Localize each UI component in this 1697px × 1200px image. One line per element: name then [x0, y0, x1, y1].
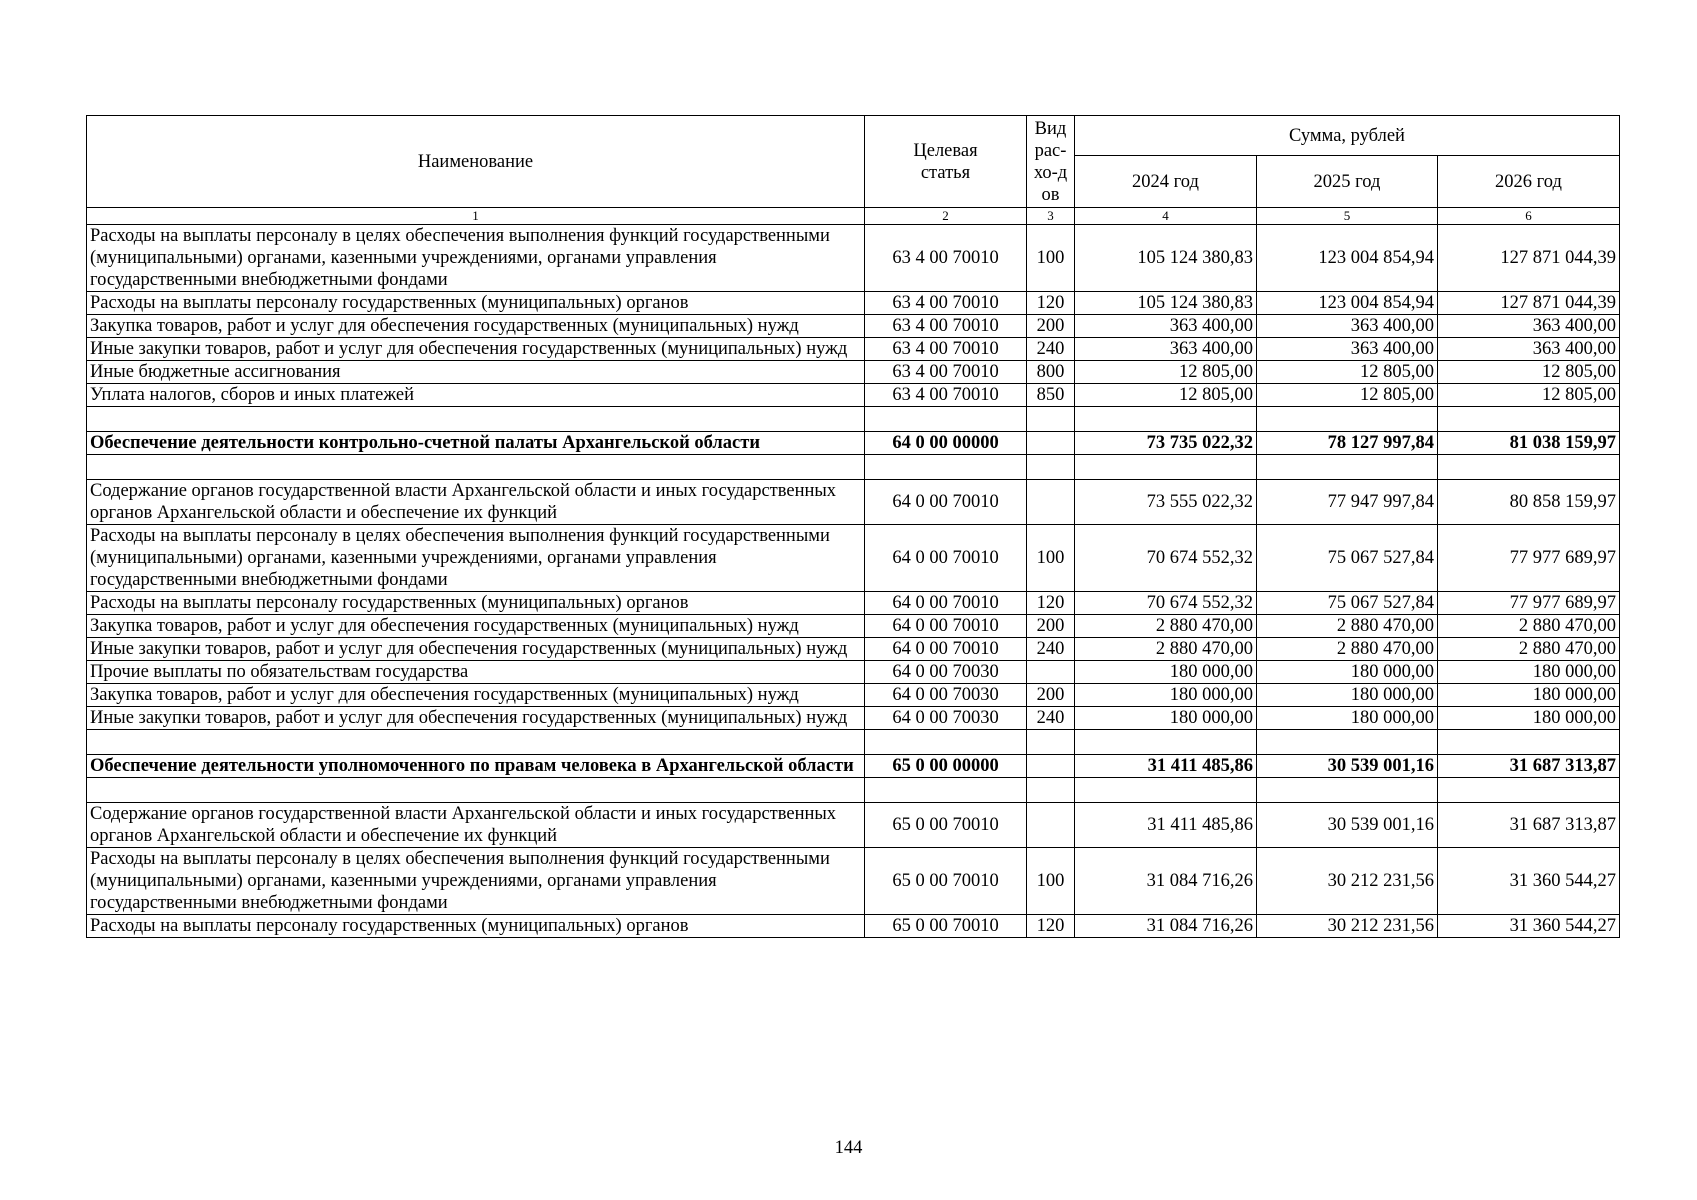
header-year-2026: 2026 год — [1438, 156, 1620, 208]
cell-sum-2024: 2 880 470,00 — [1075, 615, 1257, 638]
cell-name: Расходы на выплаты персоналу в целях обеспечения выполнения функций государственными (муниципальными) органами, казенными учреждениями, органами управления государственными внебюджетными фондами — [87, 225, 865, 292]
cell-sum-2026: 80 858 159,97 — [1438, 480, 1620, 525]
cell-sum-2024: 73 735 022,32 — [1075, 432, 1257, 455]
header-target-article: Целевая статья — [865, 116, 1027, 208]
cell-expense-type: 240 — [1027, 638, 1075, 661]
page-number: 144 — [834, 1138, 863, 1158]
cell-expense-type: 100 — [1027, 225, 1075, 292]
cell-expense-type: 200 — [1027, 315, 1075, 338]
cell-expense-type: 200 — [1027, 684, 1075, 707]
cell-name: Расходы на выплаты персоналу в целях обеспечения выполнения функций государственными (муниципальными) органами, казенными учреждениями, органами управления государственными внебюджетными фондами — [87, 525, 865, 592]
cell-sum-2026: 77 977 689,97 — [1438, 592, 1620, 615]
cell-sum-2024: 70 674 552,32 — [1075, 592, 1257, 615]
cell-sum-2025: 30 539 001,16 — [1257, 803, 1438, 848]
cell-expense-type: 100 — [1027, 848, 1075, 915]
cell-sum-2026: 180 000,00 — [1438, 707, 1620, 730]
cell-target-article: 64 0 00 00000 — [865, 432, 1027, 455]
cell-sum-2025: 30 212 231,56 — [1257, 915, 1438, 938]
cell-sum-2025: 2 880 470,00 — [1257, 615, 1438, 638]
cell-target-article — [865, 407, 1027, 432]
cell-target-article: 64 0 00 70030 — [865, 684, 1027, 707]
cell-sum-2024: 105 124 380,83 — [1075, 225, 1257, 292]
cell-expense-type: 100 — [1027, 525, 1075, 592]
cell-target-article — [865, 778, 1027, 803]
column-index: 4 — [1075, 208, 1257, 225]
cell-name: Иные закупки товаров, работ и услуг для обеспечения государственных (муниципальных) нужд — [87, 338, 865, 361]
header-year-2024: 2024 год — [1075, 156, 1257, 208]
cell-target-article: 63 4 00 70010 — [865, 338, 1027, 361]
cell-target-article: 65 0 00 70010 — [865, 848, 1027, 915]
cell-sum-2024 — [1075, 407, 1257, 432]
header-expense-type: Вид рас-хо-дов — [1027, 116, 1075, 208]
cell-sum-2024: 180 000,00 — [1075, 707, 1257, 730]
cell-target-article: 64 0 00 70010 — [865, 480, 1027, 525]
cell-sum-2024: 70 674 552,32 — [1075, 525, 1257, 592]
cell-sum-2024: 12 805,00 — [1075, 361, 1257, 384]
cell-expense-type — [1027, 778, 1075, 803]
budget-table — [86, 115, 1620, 938]
table-row — [87, 684, 1620, 707]
cell-sum-2024: 2 880 470,00 — [1075, 638, 1257, 661]
table-row — [87, 338, 1620, 361]
cell-sum-2026: 31 360 544,27 — [1438, 915, 1620, 938]
table-row — [87, 915, 1620, 938]
cell-sum-2026: 81 038 159,97 — [1438, 432, 1620, 455]
cell-name: Расходы на выплаты персоналу государственных (муниципальных) органов — [87, 915, 865, 938]
cell-sum-2026: 180 000,00 — [1438, 684, 1620, 707]
cell-target-article: 64 0 00 70010 — [865, 525, 1027, 592]
cell-name: Расходы на выплаты персоналу в целях обеспечения выполнения функций государственными (муниципальными) органами, казенными учреждениями, органами управления государственными внебюджетными фондами — [87, 848, 865, 915]
cell-name — [87, 730, 865, 755]
cell-sum-2024: 31 411 485,86 — [1075, 803, 1257, 848]
table-row — [87, 361, 1620, 384]
cell-sum-2024: 180 000,00 — [1075, 684, 1257, 707]
cell-name — [87, 455, 865, 480]
cell-target-article: 63 4 00 70010 — [865, 225, 1027, 292]
cell-sum-2025: 363 400,00 — [1257, 315, 1438, 338]
cell-sum-2024: 73 555 022,32 — [1075, 480, 1257, 525]
cell-sum-2026: 180 000,00 — [1438, 661, 1620, 684]
cell-expense-type — [1027, 432, 1075, 455]
cell-sum-2026: 12 805,00 — [1438, 384, 1620, 407]
cell-sum-2026: 31 687 313,87 — [1438, 803, 1620, 848]
cell-sum-2025: 30 212 231,56 — [1257, 848, 1438, 915]
cell-sum-2025: 180 000,00 — [1257, 707, 1438, 730]
cell-sum-2025: 123 004 854,94 — [1257, 225, 1438, 292]
cell-sum-2025: 180 000,00 — [1257, 661, 1438, 684]
cell-sum-2024: 31 084 716,26 — [1075, 915, 1257, 938]
cell-name: Содержание органов государственной власти Архангельской области и иных государственных органов Архангельской области и обеспечение их функций — [87, 803, 865, 848]
cell-sum-2025 — [1257, 730, 1438, 755]
table-row — [87, 661, 1620, 684]
cell-target-article: 64 0 00 70010 — [865, 638, 1027, 661]
cell-sum-2026: 127 871 044,39 — [1438, 225, 1620, 292]
cell-sum-2025: 2 880 470,00 — [1257, 638, 1438, 661]
header-sum: Сумма, рублей — [1075, 116, 1620, 156]
cell-expense-type: 850 — [1027, 384, 1075, 407]
column-index: 6 — [1438, 208, 1620, 225]
cell-expense-type: 240 — [1027, 338, 1075, 361]
table-row — [87, 803, 1620, 848]
table-row — [87, 480, 1620, 525]
cell-sum-2024: 31 084 716,26 — [1075, 848, 1257, 915]
table-row — [87, 615, 1620, 638]
cell-target-article — [865, 730, 1027, 755]
table-row — [87, 292, 1620, 315]
column-index: 3 — [1027, 208, 1075, 225]
cell-sum-2025: 123 004 854,94 — [1257, 292, 1438, 315]
spacer-row — [87, 730, 1620, 755]
column-index: 2 — [865, 208, 1027, 225]
cell-sum-2026: 2 880 470,00 — [1438, 615, 1620, 638]
cell-expense-type: 120 — [1027, 292, 1075, 315]
cell-sum-2025: 30 539 001,16 — [1257, 755, 1438, 778]
cell-name — [87, 778, 865, 803]
cell-sum-2025: 12 805,00 — [1257, 361, 1438, 384]
cell-name: Иные закупки товаров, работ и услуг для обеспечения государственных (муниципальных) нужд — [87, 707, 865, 730]
cell-target-article: 65 0 00 70010 — [865, 803, 1027, 848]
cell-target-article: 63 4 00 70010 — [865, 292, 1027, 315]
cell-sum-2024: 12 805,00 — [1075, 384, 1257, 407]
cell-name: Содержание органов государственной власти Архангельской области и иных государственных органов Архангельской области и обеспечение их функций — [87, 480, 865, 525]
cell-expense-type — [1027, 455, 1075, 480]
cell-name — [87, 407, 865, 432]
cell-name: Расходы на выплаты персоналу государственных (муниципальных) органов — [87, 592, 865, 615]
section-total-row — [87, 755, 1620, 778]
spacer-row — [87, 407, 1620, 432]
cell-sum-2024: 363 400,00 — [1075, 315, 1257, 338]
cell-sum-2026: 127 871 044,39 — [1438, 292, 1620, 315]
cell-sum-2024: 180 000,00 — [1075, 661, 1257, 684]
section-total-row — [87, 432, 1620, 455]
cell-name: Уплата налогов, сборов и иных платежей — [87, 384, 865, 407]
cell-name: Прочие выплаты по обязательствам государства — [87, 661, 865, 684]
cell-sum-2025 — [1257, 778, 1438, 803]
cell-sum-2026: 77 977 689,97 — [1438, 525, 1620, 592]
cell-name: Иные закупки товаров, работ и услуг для обеспечения государственных (муниципальных) нужд — [87, 638, 865, 661]
cell-sum-2026: 2 880 470,00 — [1438, 638, 1620, 661]
cell-sum-2026: 31 687 313,87 — [1438, 755, 1620, 778]
cell-name: Закупка товаров, работ и услуг для обеспечения государственных (муниципальных) нужд — [87, 684, 865, 707]
cell-target-article: 63 4 00 70010 — [865, 384, 1027, 407]
cell-expense-type: 120 — [1027, 915, 1075, 938]
spacer-row — [87, 455, 1620, 480]
cell-sum-2026: 363 400,00 — [1438, 315, 1620, 338]
cell-target-article: 64 0 00 70010 — [865, 592, 1027, 615]
cell-sum-2025 — [1257, 407, 1438, 432]
cell-target-article: 65 0 00 70010 — [865, 915, 1027, 938]
cell-name: Закупка товаров, работ и услуг для обеспечения государственных (муниципальных) нужд — [87, 315, 865, 338]
table-row — [87, 848, 1620, 915]
cell-expense-type: 240 — [1027, 707, 1075, 730]
cell-sum-2025: 363 400,00 — [1257, 338, 1438, 361]
cell-target-article: 64 0 00 70010 — [865, 615, 1027, 638]
cell-name: Обеспечение деятельности контрольно-счетной палаты Архангельской области — [87, 432, 865, 455]
table-row — [87, 225, 1620, 292]
cell-expense-type — [1027, 755, 1075, 778]
cell-name: Закупка товаров, работ и услуг для обеспечения государственных (муниципальных) нужд — [87, 615, 865, 638]
cell-name: Иные бюджетные ассигнования — [87, 361, 865, 384]
cell-sum-2026 — [1438, 778, 1620, 803]
cell-sum-2025: 78 127 997,84 — [1257, 432, 1438, 455]
cell-sum-2024 — [1075, 778, 1257, 803]
cell-expense-type — [1027, 480, 1075, 525]
cell-expense-type — [1027, 661, 1075, 684]
cell-expense-type: 120 — [1027, 592, 1075, 615]
cell-target-article: 63 4 00 70010 — [865, 315, 1027, 338]
cell-name: Расходы на выплаты персоналу государственных (муниципальных) органов — [87, 292, 865, 315]
table-row — [87, 707, 1620, 730]
cell-sum-2025: 77 947 997,84 — [1257, 480, 1438, 525]
cell-sum-2025: 75 067 527,84 — [1257, 592, 1438, 615]
cell-expense-type: 800 — [1027, 361, 1075, 384]
cell-target-article: 63 4 00 70010 — [865, 361, 1027, 384]
cell-sum-2026: 363 400,00 — [1438, 338, 1620, 361]
cell-name: Обеспечение деятельности уполномоченного по правам человека в Архангельской области — [87, 755, 865, 778]
table-row — [87, 592, 1620, 615]
cell-expense-type — [1027, 803, 1075, 848]
table-row — [87, 384, 1620, 407]
cell-sum-2024: 31 411 485,86 — [1075, 755, 1257, 778]
cell-sum-2024: 363 400,00 — [1075, 338, 1257, 361]
cell-sum-2026: 31 360 544,27 — [1438, 848, 1620, 915]
header-name: Наименование — [87, 116, 865, 208]
cell-sum-2024: 105 124 380,83 — [1075, 292, 1257, 315]
cell-expense-type: 200 — [1027, 615, 1075, 638]
cell-sum-2026: 12 805,00 — [1438, 361, 1620, 384]
cell-expense-type — [1027, 407, 1075, 432]
cell-sum-2025: 12 805,00 — [1257, 384, 1438, 407]
table-body — [87, 225, 1620, 938]
spacer-row — [87, 778, 1620, 803]
cell-sum-2025 — [1257, 455, 1438, 480]
cell-expense-type — [1027, 730, 1075, 755]
column-index: 5 — [1257, 208, 1438, 225]
cell-sum-2024 — [1075, 730, 1257, 755]
table-row — [87, 638, 1620, 661]
header-year-2025: 2025 год — [1257, 156, 1438, 208]
cell-target-article: 65 0 00 00000 — [865, 755, 1027, 778]
cell-sum-2026 — [1438, 455, 1620, 480]
cell-sum-2025: 180 000,00 — [1257, 684, 1438, 707]
cell-sum-2026 — [1438, 407, 1620, 432]
cell-sum-2024 — [1075, 455, 1257, 480]
column-index: 1 — [87, 208, 865, 225]
budget-table-sheet — [86, 115, 1619, 938]
cell-sum-2025: 75 067 527,84 — [1257, 525, 1438, 592]
cell-target-article: 64 0 00 70030 — [865, 707, 1027, 730]
cell-target-article: 64 0 00 70030 — [865, 661, 1027, 684]
cell-sum-2026 — [1438, 730, 1620, 755]
cell-target-article — [865, 455, 1027, 480]
table-row — [87, 525, 1620, 592]
table-row — [87, 315, 1620, 338]
